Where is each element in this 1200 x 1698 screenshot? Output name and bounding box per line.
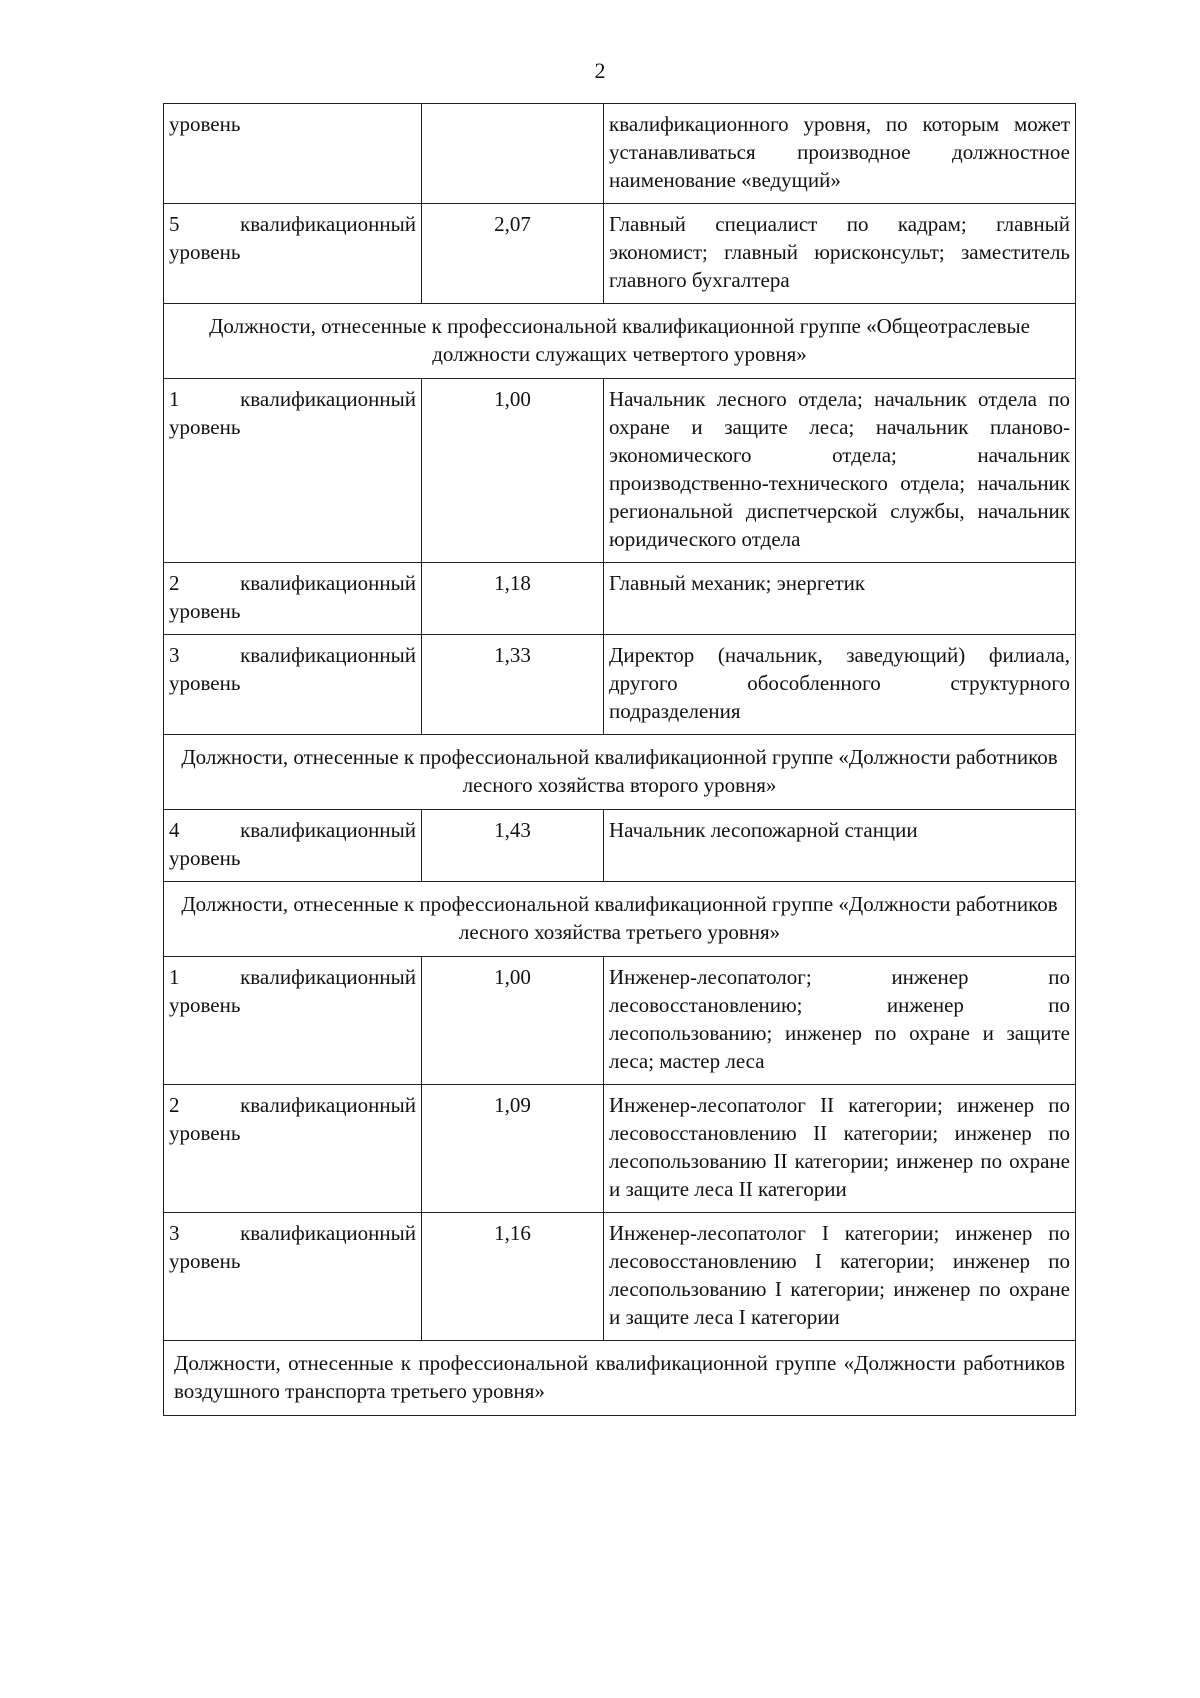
group-header-row	[164, 882, 1076, 957]
coefficient-cell: 1,00	[422, 379, 604, 563]
level-word: квалификационный	[240, 387, 416, 411]
qualification-level-cell	[164, 379, 422, 563]
table-row	[164, 1085, 1076, 1213]
group-header-row	[164, 735, 1076, 810]
level-number: 1	[169, 387, 180, 411]
table-row	[164, 563, 1076, 635]
qualification-table	[163, 103, 1076, 1416]
coefficient-cell: 1,16	[422, 1213, 604, 1341]
level-word: квалификационный	[240, 212, 416, 236]
level-label: уровень	[169, 1249, 241, 1273]
level-word: квалификационный	[240, 965, 416, 989]
positions-cell: Директор (начальник, заведующий) филиала, другого обособленного структурного подразделения	[604, 635, 1076, 735]
qualification-level-cell	[164, 957, 422, 1085]
qualification-level-cell	[164, 104, 422, 204]
group-header-cell: Должности, отнесенные к профессиональной квалификационной группе «Должности работников лесного хозяйства второго уровня»	[164, 735, 1076, 810]
level-word: квалификационный	[240, 1093, 416, 1117]
level-word: квалификационный	[240, 1221, 416, 1245]
level-label: уровень	[169, 993, 241, 1017]
level-number: 2	[169, 1093, 180, 1117]
level-number: 4	[169, 818, 180, 842]
table-row	[164, 957, 1076, 1085]
table-row	[164, 810, 1076, 882]
level-number: 3	[169, 643, 180, 667]
positions-cell: Главный специалист по кадрам; главный экономист; главный юрисконсульт; заместитель главного бухгалтера	[604, 204, 1076, 304]
positions-cell: Инженер-лесопатолог; инженер по лесовосстановлению; инженер по лесопользованию; инженер по охране и защите леса; мастер леса	[604, 957, 1076, 1085]
coefficient-cell	[422, 104, 604, 204]
qualification-level-cell	[164, 204, 422, 304]
level-word: квалификационный	[240, 571, 416, 595]
table-row	[164, 379, 1076, 563]
level-number: 2	[169, 571, 180, 595]
coefficient-cell: 1,00	[422, 957, 604, 1085]
qualification-level-cell	[164, 635, 422, 735]
table-body	[164, 104, 1076, 1416]
level-number: 3	[169, 1221, 180, 1245]
qualification-level-cell	[164, 810, 422, 882]
coefficient-cell: 1,09	[422, 1085, 604, 1213]
level-label: уровень	[169, 415, 241, 439]
qualification-level-cell	[164, 1213, 422, 1341]
level-word: квалификационный	[240, 643, 416, 667]
coefficient-cell: 1,18	[422, 563, 604, 635]
group-header-cell: Должности, отнесенные к профессиональной квалификационной группе «Должности работников воздушного транспорта третьего уровня»	[164, 1341, 1076, 1416]
level-label: уровень	[169, 846, 241, 870]
level-label: уровень	[169, 112, 241, 136]
table-row	[164, 104, 1076, 204]
group-header-row	[164, 1341, 1076, 1416]
positions-cell: квалификационного уровня, по которым может устанавливаться производное должностное наименование «ведущий»	[604, 104, 1076, 204]
level-label: уровень	[169, 1121, 241, 1145]
level-number: 5	[169, 212, 180, 236]
coefficient-cell: 1,43	[422, 810, 604, 882]
positions-cell: Инженер-лесопатолог II категории; инженер по лесовосстановлению II категории; инженер по лесопользованию II категории; инженер по охране и защите леса II категории	[604, 1085, 1076, 1213]
level-label: уровень	[169, 240, 241, 264]
page-number: 2	[594, 58, 606, 83]
positions-cell: Главный механик; энергетик	[604, 563, 1076, 635]
group-header-cell: Должности, отнесенные к профессиональной квалификационной группе «Должности работников лесного хозяйства третьего уровня»	[164, 882, 1076, 957]
group-header-row	[164, 304, 1076, 379]
coefficient-cell: 1,33	[422, 635, 604, 735]
table-row	[164, 204, 1076, 304]
qualification-level-cell	[164, 563, 422, 635]
qualification-level-cell	[164, 1085, 422, 1213]
positions-cell: Начальник лесного отдела; начальник отдела по охране и защите леса; начальник планово-экономического отдела; начальник производственно-технического отдела; начальник региональной диспетчерской службы, начальник юридического отдела	[604, 379, 1076, 563]
table-row	[164, 635, 1076, 735]
level-label: уровень	[169, 671, 241, 695]
level-label: уровень	[169, 599, 241, 623]
table-row	[164, 1213, 1076, 1341]
level-number: 1	[169, 965, 180, 989]
positions-cell: Инженер-лесопатолог I категории; инженер по лесовосстановлению I категории; инженер по лесопользованию I категории; инженер по охране и защите леса I категории	[604, 1213, 1076, 1341]
coefficient-cell: 2,07	[422, 204, 604, 304]
level-word: квалификационный	[240, 818, 416, 842]
group-header-cell: Должности, отнесенные к профессиональной квалификационной группе «Общеотраслевые должности служащих четвертого уровня»	[164, 304, 1076, 379]
positions-cell: Начальник лесопожарной станции	[604, 810, 1076, 882]
